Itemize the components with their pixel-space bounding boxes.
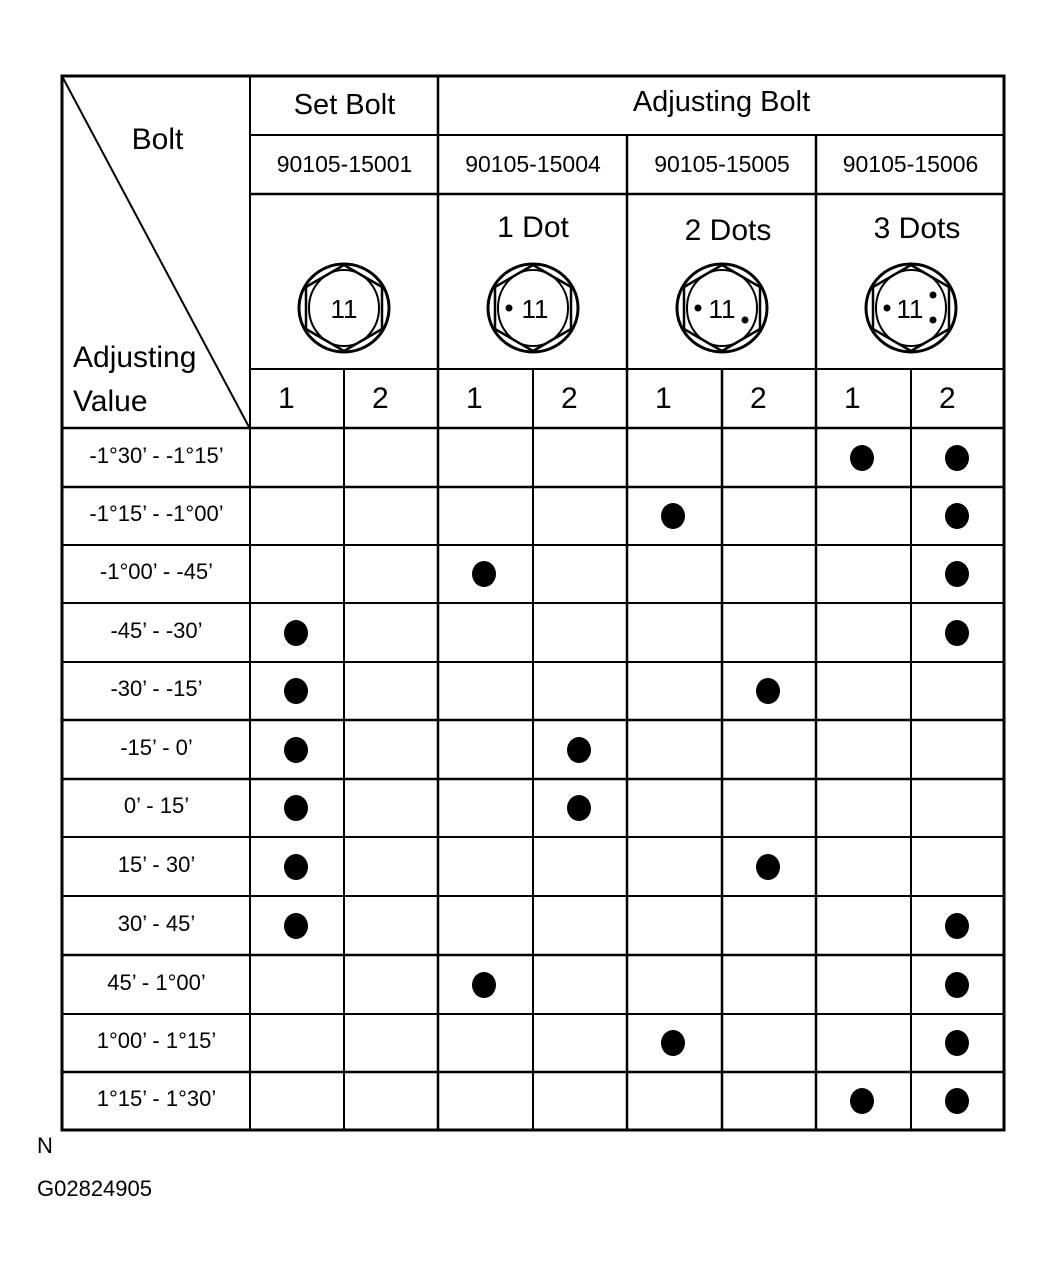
filled-dot-icon bbox=[284, 678, 308, 704]
filled-dot-icon bbox=[284, 620, 308, 646]
svg-text:11: 11 bbox=[896, 294, 924, 324]
filled-dot-icon bbox=[284, 913, 308, 939]
adjusting-value-label: 45’ - 1°00’ bbox=[107, 969, 206, 995]
adjusting-value-label: -15’ - 0’ bbox=[120, 734, 193, 760]
filled-dot-icon bbox=[756, 678, 780, 704]
filled-dot-icon bbox=[945, 1030, 969, 1056]
filled-dot-icon bbox=[661, 1030, 685, 1056]
filled-dot-icon bbox=[661, 503, 685, 529]
adjusting-value-label: 30’ - 45’ bbox=[117, 910, 196, 936]
header-adjusting-bolt: Adjusting Bolt bbox=[632, 86, 811, 118]
filled-dot-icon bbox=[945, 972, 969, 998]
filled-dot-icon bbox=[945, 561, 969, 587]
sub-column-header: 1 bbox=[466, 382, 483, 415]
bolt-head-1-dot-icon bbox=[485, 261, 581, 355]
sub-column-header: 2 bbox=[939, 382, 956, 415]
sub-column-header: 2 bbox=[750, 382, 767, 415]
corner-label-adjusting: Adjusting bbox=[73, 341, 197, 374]
corner-label-bolt: Bolt bbox=[131, 123, 184, 156]
filled-dot-icon bbox=[945, 620, 969, 646]
figure-code: G02824905 bbox=[37, 1176, 152, 1201]
adjusting-value-label: -1°30’ - -1°15’ bbox=[89, 442, 224, 468]
header-set-bolt: Set Bolt bbox=[293, 89, 396, 121]
sub-column-header: 2 bbox=[561, 382, 578, 415]
filled-dot-icon bbox=[945, 1088, 969, 1114]
filled-dot-icon bbox=[567, 737, 591, 763]
filled-dot-icon bbox=[472, 972, 496, 998]
adjusting-value-label: 1°00’ - 1°15’ bbox=[96, 1028, 217, 1053]
svg-text:11: 11 bbox=[521, 294, 549, 324]
filled-dot-icon bbox=[945, 445, 969, 471]
filled-dot-icon bbox=[850, 1088, 874, 1114]
svg-text:11: 11 bbox=[708, 294, 736, 324]
marking-label-1-dot: 1 Dot bbox=[497, 211, 569, 244]
adjusting-value-label: -45’ - -30’ bbox=[110, 617, 203, 643]
filled-dot-icon bbox=[567, 795, 591, 821]
sub-column-header: 1 bbox=[278, 382, 295, 415]
adjusting-value-label: 15’ - 30’ bbox=[117, 851, 196, 877]
part-number-adjusting-3: 90105-15006 bbox=[842, 151, 979, 177]
filled-dot-icon bbox=[850, 445, 874, 471]
filled-dot-icon bbox=[945, 913, 969, 939]
part-number-adjusting-1: 90105-15004 bbox=[465, 151, 601, 177]
bolt-head-2-dots-icon bbox=[674, 261, 770, 355]
svg-text:11: 11 bbox=[330, 294, 358, 324]
filled-dot-icon bbox=[472, 561, 496, 587]
adjusting-value-label: -1°15’ - -1°00’ bbox=[89, 501, 224, 526]
bolt-head-3-dots-icon bbox=[863, 261, 959, 355]
sub-column-header: 1 bbox=[655, 382, 672, 415]
marking-label-3-dots: 3 Dots bbox=[873, 212, 961, 245]
adjusting-value-label: -30’ - -15’ bbox=[110, 676, 203, 701]
filled-dot-icon bbox=[945, 503, 969, 529]
sub-column-header: 1 bbox=[844, 382, 861, 415]
part-number-adjusting-2: 90105-15005 bbox=[654, 151, 790, 177]
sub-column-header: 2 bbox=[372, 382, 389, 415]
bolt-head-icon bbox=[296, 261, 392, 355]
filled-dot-icon bbox=[284, 854, 308, 880]
adjusting-value-label: 0’ - 15’ bbox=[123, 793, 190, 818]
part-number-set-bolt: 90105-15001 bbox=[276, 151, 413, 177]
filled-dot-icon bbox=[756, 854, 780, 880]
corner-label-value: Value bbox=[73, 385, 148, 418]
note-letter: N bbox=[37, 1133, 53, 1158]
corner-label-adjusting-value bbox=[73, 336, 196, 424]
filled-dot-icon bbox=[284, 737, 308, 763]
adjusting-value-label: 1°15’ - 1°30’ bbox=[96, 1086, 217, 1111]
marking-label-2-dots: 2 Dots bbox=[684, 214, 772, 247]
adjusting-value-label: -1°00’ - -45’ bbox=[99, 559, 214, 584]
filled-dot-icon bbox=[284, 795, 308, 821]
